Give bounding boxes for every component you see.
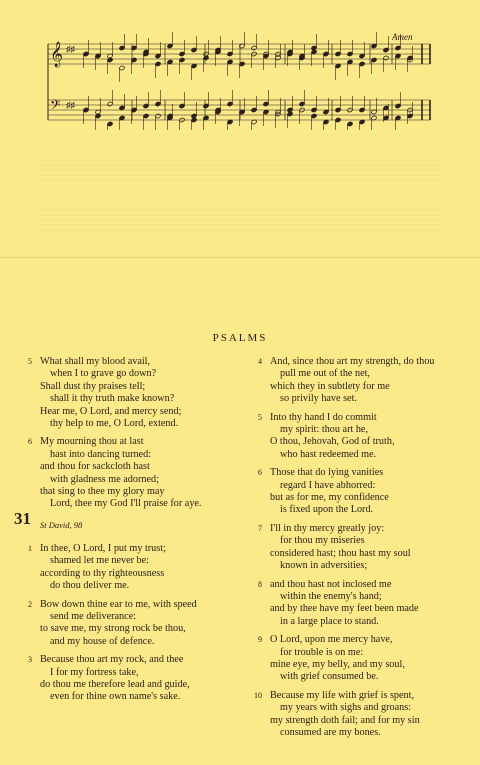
- verse-line: pull me out of the net,: [280, 368, 370, 380]
- psalm-number: 31: [14, 508, 31, 528]
- verse-line: do thou deliver me.: [50, 580, 130, 592]
- verse-line: so privily have set.: [280, 393, 357, 405]
- verses-group: [250, 356, 470, 739]
- verse-line: I for my fortress take,: [50, 666, 139, 678]
- verses-group: [20, 356, 245, 511]
- verse-line: regard I have abhorred:: [280, 479, 376, 491]
- page-crease: [0, 257, 480, 258]
- verse-line: and thou for sackcloth hast: [40, 461, 150, 473]
- verse-line: to save me, my strong rock be thou,: [40, 623, 186, 635]
- verse-line: even for thine own name's sake.: [50, 691, 181, 703]
- bass-clef-icon: 𝄢: [50, 99, 61, 116]
- psalm-heading: [14, 508, 245, 539]
- verse-line: Those that do lying vanities: [270, 467, 384, 479]
- verse-number: 6: [258, 468, 262, 478]
- bleed-through-score: [40, 150, 440, 250]
- verse-line: with grief consumed be.: [280, 671, 379, 683]
- verse-number: 1: [28, 543, 32, 553]
- key-signature-icon: ♯♯: [66, 100, 75, 110]
- amen-label: Amen: [392, 32, 413, 42]
- verse-line: within the enemy's hand;: [280, 590, 382, 602]
- verse: [250, 412, 470, 462]
- verse: [250, 467, 470, 517]
- right-column: [250, 356, 470, 745]
- verse-line: Into thy hand I do commit: [270, 411, 377, 423]
- verse-line: known in adversities;: [280, 560, 368, 572]
- verse-line: and my house of defence.: [50, 635, 155, 647]
- verse-line: which they in subtlety for me: [270, 380, 390, 392]
- verse-number: 3: [28, 655, 32, 665]
- verse-line: in a large place to stand.: [280, 615, 379, 627]
- verse: [250, 579, 470, 629]
- verse-line: Because my life with grief is spent,: [270, 689, 415, 701]
- tune-name: St David, 98: [40, 519, 83, 530]
- left-column: [14, 356, 245, 710]
- verse-line: is fixed upon the Lord.: [280, 504, 374, 516]
- verse-line: who hast redeemed me.: [280, 448, 377, 460]
- verse-line: that sing to thee my glory may: [40, 486, 165, 498]
- verse: [20, 543, 245, 593]
- verse-line: when I to grave go down?: [50, 368, 157, 380]
- verse: [20, 356, 245, 430]
- verse: [250, 690, 470, 740]
- verse-line: Bow down thine ear to me, with speed: [40, 598, 197, 610]
- verse-line: my spirit: thou art he,: [280, 424, 368, 436]
- verse-line: O Lord, upon me mercy have,: [270, 634, 393, 646]
- verse-line: do thou me therefore lead and guide,: [40, 678, 190, 690]
- verse-line: Hear me, O Lord, and mercy send;: [40, 405, 182, 417]
- verse: [250, 634, 470, 684]
- verse-line: Because thou art my rock, and thee: [40, 654, 184, 666]
- verse-line: for trouble is on me:: [280, 646, 364, 658]
- verse: [20, 599, 245, 649]
- verse-line: And, since thou art my strength, do thou: [270, 356, 435, 367]
- verse-line: send me deliverance:: [50, 610, 136, 622]
- verse-number: 7: [258, 523, 262, 533]
- verse-line: Shall dust thy praises tell;: [40, 380, 146, 392]
- verse-line: considered hast; thou hast my soul: [270, 547, 411, 559]
- verse-number: 10: [254, 690, 262, 700]
- verse: [250, 523, 470, 573]
- verse-number: 6: [28, 437, 32, 447]
- verse-line: shall it thy truth make known?: [50, 393, 175, 405]
- verse-line: according to thy righteousness: [40, 567, 165, 579]
- verse-line: with gladness me adorned;: [50, 473, 159, 485]
- music-score: [40, 30, 432, 130]
- verse-line: What shall my blood avail,: [40, 356, 151, 367]
- section-title: PSALMS: [212, 332, 268, 344]
- verse-line: O thou, Jehovah, God of truth,: [270, 436, 395, 448]
- verse-line: Lord, thee my God I'll praise for aye.: [50, 498, 202, 510]
- verses-group: [20, 543, 245, 704]
- verse-number: 2: [28, 599, 32, 609]
- verse-line: In thee, O Lord, I put my trust;: [40, 542, 166, 554]
- verse: [250, 356, 470, 406]
- key-signature-icon: ♯♯: [66, 44, 75, 54]
- verse-number: 8: [258, 579, 262, 589]
- verse-line: but as for me, my confidence: [270, 492, 389, 504]
- verse-number: 9: [258, 635, 262, 645]
- verse-line: my strength doth fail; and for my sin: [270, 714, 420, 726]
- verse-line: thy help to me, O Lord, extend.: [50, 418, 179, 430]
- verse-line: for thou my miseries: [280, 535, 365, 547]
- verse-line: my years with sighs and groans:: [280, 702, 412, 714]
- verse-line: consumed are my bones.: [280, 726, 381, 738]
- verse-line: shamed let me never be:: [50, 555, 150, 567]
- verse: [20, 436, 245, 510]
- verse-line: hast into dancing turned:: [50, 448, 152, 460]
- verse: [20, 654, 245, 704]
- verse-line: and thou hast not inclosed me: [270, 578, 392, 590]
- verse-number: 4: [258, 357, 262, 366]
- treble-clef-icon: 𝄞: [50, 41, 64, 66]
- verse-number: 5: [258, 412, 262, 422]
- verse-line: I'll in thy mercy greatly joy:: [270, 522, 385, 534]
- verse-line: and by thee have my feet been made: [270, 603, 419, 615]
- verse-line: mine eye, my belly, and my soul,: [270, 658, 405, 670]
- verse-number: 5: [28, 357, 32, 366]
- verse-line: My mourning thou at last: [40, 436, 144, 448]
